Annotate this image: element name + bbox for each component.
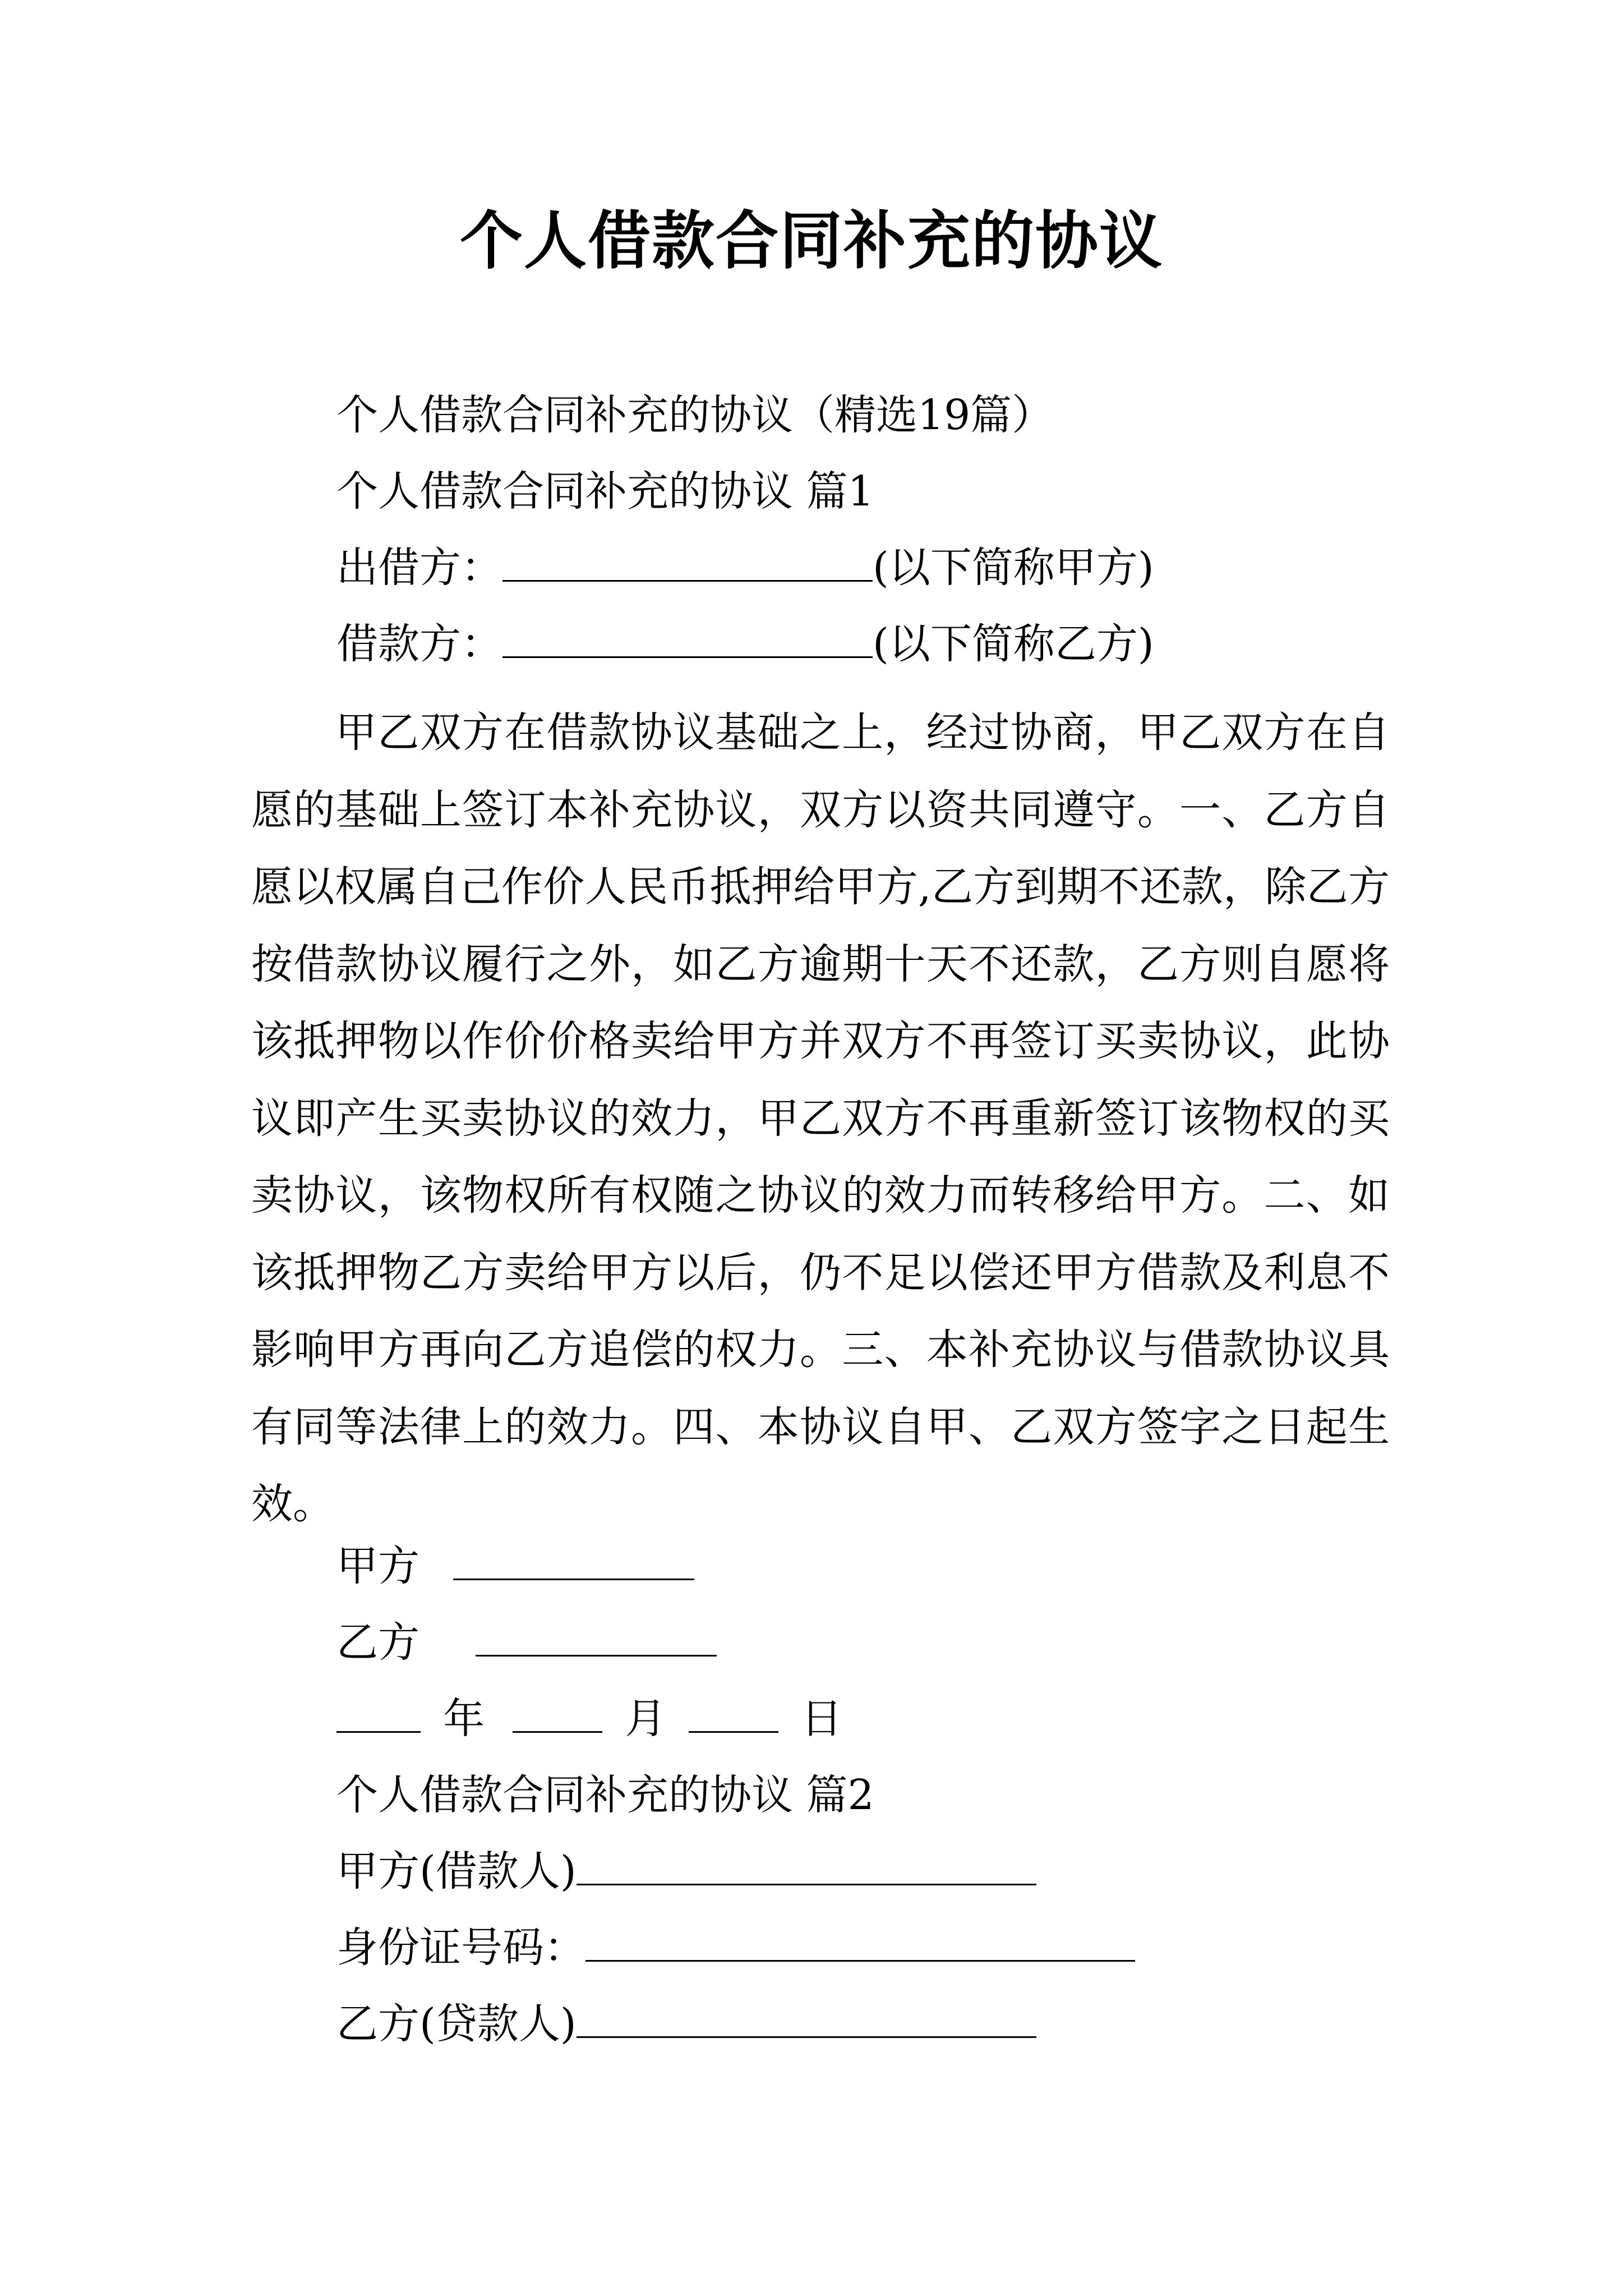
party-b-sign-line	[336, 1614, 717, 1671]
section2-party-b-line	[336, 1996, 1036, 2052]
month-blank	[513, 1693, 602, 1733]
section2-party-b-blank	[577, 1998, 1036, 2038]
borrower-label: 借款方：	[336, 620, 502, 668]
lender-line	[336, 540, 1154, 596]
section2-id-label: 身份证号码：	[336, 1924, 585, 1972]
section1-body: 甲乙双方在借款协议基础之上，经过协商，甲乙双方在自愿的基础上签订本补充协议，双方以资共同遵守。一、乙方自愿以权属自己作价人民币抵押给甲方,乙方到期不还款，除乙方按借款协议履行之外，如乙方逾期十天不还款，乙方则自愿将该抵押物以作价价格卖给甲方并双方不再签订买卖协议，此协议即产生买卖协议的效力，甲乙双方不再重新签订该物权的买卖协议，该物权所有权随之协议的效力而转移给甲方。二、如该抵押物乙方卖给甲方以后，仍不足以偿还甲方借款及利息不影响甲方再向乙方追偿的权力。三、本补充协议与借款协议具有同等法律上的效力。四、本协议自甲、乙双方签字之日起生效。	[251, 708, 1390, 1528]
section1-heading: 个人借款合同补充的协议 篇1	[336, 467, 874, 516]
borrower-blank	[502, 618, 873, 658]
party-b-blank	[476, 1617, 717, 1657]
lender-label: 出借方：	[336, 544, 502, 592]
document-title: 个人借款合同补充的协议	[460, 204, 1163, 278]
section2-party-a-line	[336, 1843, 1036, 1899]
section2-id-line	[336, 1920, 1135, 1976]
party-a-blank	[453, 1540, 694, 1580]
section2-heading: 个人借款合同补充的协议 篇2	[336, 1771, 874, 1819]
year-blank	[336, 1693, 421, 1733]
section2-party-b-label: 乙方(贷款人)	[336, 2000, 577, 2048]
party-a-label: 甲方	[336, 1542, 419, 1590]
section2-party-a-blank	[577, 1846, 1036, 1885]
month-label: 月	[625, 1695, 666, 1743]
section2-party-a-label: 甲方(借款人)	[336, 1847, 577, 1895]
borrower-suffix: (以下简称乙方)	[873, 620, 1154, 668]
date-line	[336, 1691, 842, 1747]
borrower-line	[336, 616, 1154, 672]
lender-suffix: (以下简称甲方)	[873, 544, 1154, 592]
day-blank	[689, 1693, 778, 1733]
day-label: 日	[801, 1695, 842, 1743]
lender-blank	[502, 542, 873, 582]
year-label: 年	[443, 1695, 485, 1743]
section2-id-blank	[585, 1922, 1135, 1962]
party-a-sign-line	[336, 1538, 694, 1594]
party-b-label: 乙方	[336, 1618, 419, 1667]
document-subtitle: 个人借款合同补充的协议（精选19篇）	[336, 391, 1054, 439]
